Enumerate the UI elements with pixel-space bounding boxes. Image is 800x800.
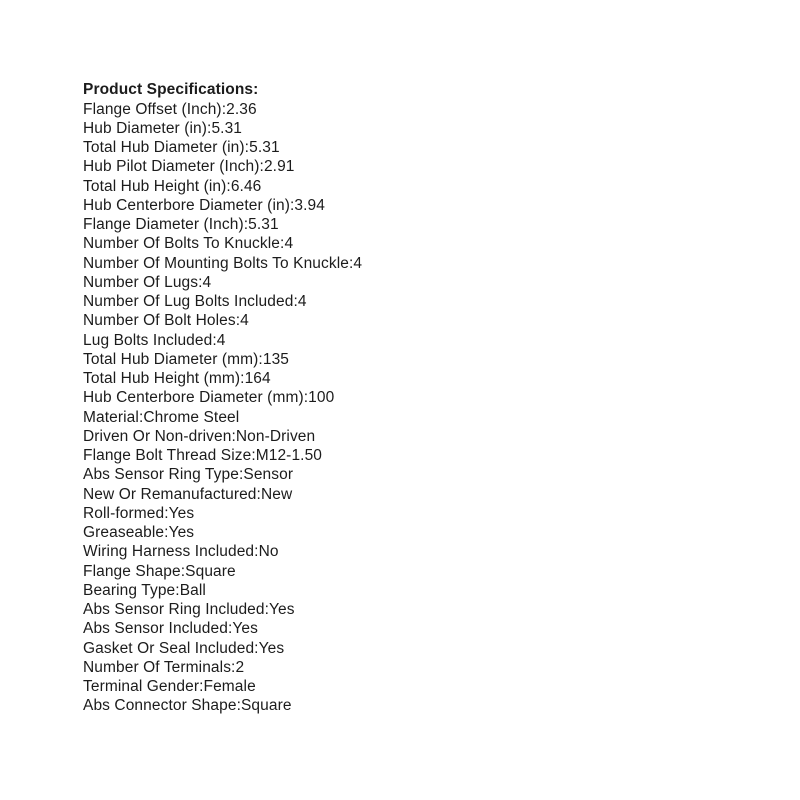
- spec-label: Material: [83, 408, 139, 426]
- spec-separator: :: [175, 581, 180, 599]
- spec-item: [83, 215, 723, 234]
- spec-separator: :: [254, 639, 259, 657]
- spec-value: 2: [235, 658, 245, 676]
- spec-label: Bearing Type: [83, 581, 176, 599]
- spec-value: 164: [244, 370, 271, 387]
- spec-separator: :: [293, 293, 298, 310]
- spec-separator: :: [198, 273, 203, 291]
- spec-separator: :: [221, 100, 227, 118]
- spec-value: Chrome Steel: [143, 408, 240, 426]
- spec-label: Flange Diameter (Inch): [83, 216, 244, 233]
- spec-value: Ball: [179, 581, 206, 599]
- spec-label: Hub Pilot Diameter (Inch): [83, 158, 260, 176]
- spec-separator: :: [235, 312, 241, 330]
- spec-value: 4: [202, 273, 212, 291]
- spec-separator: :: [227, 620, 233, 638]
- spec-item: [83, 523, 723, 542]
- spec-label: Gasket Or Seal Included: [83, 639, 255, 657]
- spec-value: 4: [284, 235, 294, 253]
- spec-value: Yes: [168, 504, 195, 522]
- spec-label: Hub Centerbore Diameter (in): [83, 196, 290, 214]
- spec-value: 2.36: [226, 100, 257, 118]
- spec-separator: :: [207, 119, 212, 137]
- spec-separator: :: [164, 524, 169, 541]
- spec-value: Yes: [258, 639, 285, 657]
- spec-label: Number Of Lugs: [83, 273, 199, 291]
- spec-item: [83, 388, 723, 407]
- spec-value: Sensor: [243, 466, 294, 484]
- spec-item: [83, 677, 723, 696]
- spec-item: [83, 427, 723, 446]
- spec-value: 5.31: [249, 139, 280, 156]
- spec-label: Hub Centerbore Diameter (mm): [83, 389, 304, 407]
- spec-separator: :: [238, 466, 244, 484]
- spec-value: 4: [297, 293, 307, 310]
- spec-value: Square: [185, 562, 236, 580]
- spec-item: [83, 350, 723, 369]
- spec-value: Female: [203, 678, 256, 695]
- spec-item: [83, 696, 723, 715]
- spec-value: 6.46: [230, 177, 262, 195]
- spec-separator: :: [256, 485, 261, 503]
- spec-value: M12-1.50: [255, 447, 323, 464]
- spec-item: [83, 292, 723, 311]
- spec-list: [83, 100, 723, 716]
- spec-label: Lug Bolts Included: [83, 331, 213, 349]
- spec-label: Number Of Bolt Holes: [83, 312, 236, 330]
- spec-separator: :: [240, 370, 245, 387]
- spec-label: Flange Offset (Inch): [83, 100, 222, 118]
- spec-value: New: [260, 485, 293, 503]
- spec-separator: :: [348, 254, 354, 272]
- spec-item: [83, 311, 723, 330]
- spec-separator: :: [180, 562, 186, 580]
- product-specifications-title: Product Specifications:: [83, 81, 259, 98]
- spec-value: Yes: [168, 524, 195, 541]
- spec-item: [83, 369, 723, 388]
- spec-label: Abs Sensor Ring Included: [83, 601, 265, 618]
- spec-label: Wiring Harness Included: [83, 543, 255, 561]
- spec-separator: :: [226, 177, 231, 195]
- spec-label: Flange Bolt Thread Size: [83, 447, 252, 464]
- spec-label: Number Of Terminals: [83, 658, 232, 676]
- spec-separator: :: [259, 158, 264, 176]
- spec-item: [83, 177, 723, 196]
- spec-item: [83, 234, 723, 253]
- spec-item: [83, 446, 723, 465]
- spec-value: Yes: [232, 620, 258, 638]
- spec-item: [83, 658, 723, 677]
- spec-value: 4: [216, 331, 226, 349]
- spec-separator: :: [244, 139, 250, 156]
- spec-value: 135: [262, 350, 290, 368]
- spec-separator: :: [212, 331, 217, 349]
- spec-value: 5.31: [248, 216, 279, 233]
- spec-separator: :: [138, 408, 144, 426]
- spec-item: [83, 465, 723, 484]
- spec-item: [83, 562, 723, 581]
- spec-separator: :: [303, 389, 309, 407]
- spec-separator: :: [289, 196, 295, 214]
- spec-label: Driven Or Non-driven: [83, 427, 232, 445]
- spec-separator: :: [164, 504, 169, 522]
- spec-value: Square: [240, 697, 292, 715]
- spec-label: Abs Connector Shape: [83, 697, 237, 715]
- spec-separator: :: [254, 543, 259, 561]
- spec-item: [83, 581, 723, 600]
- spec-separator: :: [243, 216, 249, 233]
- spec-item: [83, 542, 723, 561]
- spec-label: Total Hub Height (in): [83, 177, 227, 195]
- spec-item: [83, 600, 723, 619]
- spec-label: Number Of Mounting Bolts To Knuckle: [83, 254, 349, 272]
- spec-item: [83, 619, 723, 638]
- spec-item: [83, 485, 723, 504]
- spec-label: Greaseable: [83, 524, 165, 541]
- spec-item: [83, 254, 723, 273]
- spec-item: [83, 331, 723, 350]
- spec-value: 3.94: [294, 196, 325, 214]
- spec-label: Total Hub Diameter (mm): [83, 350, 259, 368]
- spec-item: [83, 408, 723, 427]
- spec-separator: :: [264, 601, 270, 618]
- spec-label: Flange Shape: [83, 562, 181, 580]
- product-specifications-panel: [83, 80, 723, 716]
- spec-label: Total Hub Diameter (in): [83, 139, 245, 156]
- spec-label: Roll-formed: [83, 504, 165, 522]
- spec-value: 4: [240, 312, 249, 330]
- spec-value: Yes: [269, 601, 295, 618]
- spec-item: [83, 138, 723, 157]
- spec-separator: :: [231, 658, 236, 676]
- spec-label: Abs Sensor Ring Type: [83, 466, 239, 484]
- spec-separator: :: [231, 427, 236, 445]
- spec-item: [83, 504, 723, 523]
- spec-separator: :: [236, 697, 241, 715]
- spec-item: [83, 157, 723, 176]
- spec-item: [83, 196, 723, 215]
- spec-value: 5.31: [211, 119, 243, 137]
- spec-value: 2.91: [263, 158, 295, 176]
- spec-value: 4: [353, 254, 363, 272]
- spec-label: Abs Sensor Included: [83, 620, 228, 638]
- spec-item: [83, 100, 723, 119]
- spec-separator: :: [280, 235, 285, 253]
- spec-item: [83, 119, 723, 138]
- spec-label: Number Of Lug Bolts Included: [83, 293, 294, 310]
- spec-value: No: [258, 543, 279, 561]
- spec-separator: :: [251, 447, 256, 464]
- spec-item: [83, 639, 723, 658]
- spec-separator: :: [258, 350, 263, 368]
- spec-label: Terminal Gender: [83, 678, 200, 695]
- spec-label: Total Hub Height (mm): [83, 370, 241, 387]
- spec-value: 100: [308, 389, 335, 407]
- spec-label: Hub Diameter (in): [83, 119, 208, 137]
- spec-label: New Or Remanufactured: [83, 485, 257, 503]
- spec-separator: :: [199, 678, 204, 695]
- spec-item: [83, 273, 723, 292]
- spec-label: Number Of Bolts To Knuckle: [83, 235, 281, 253]
- spec-value: Non-Driven: [235, 427, 316, 445]
